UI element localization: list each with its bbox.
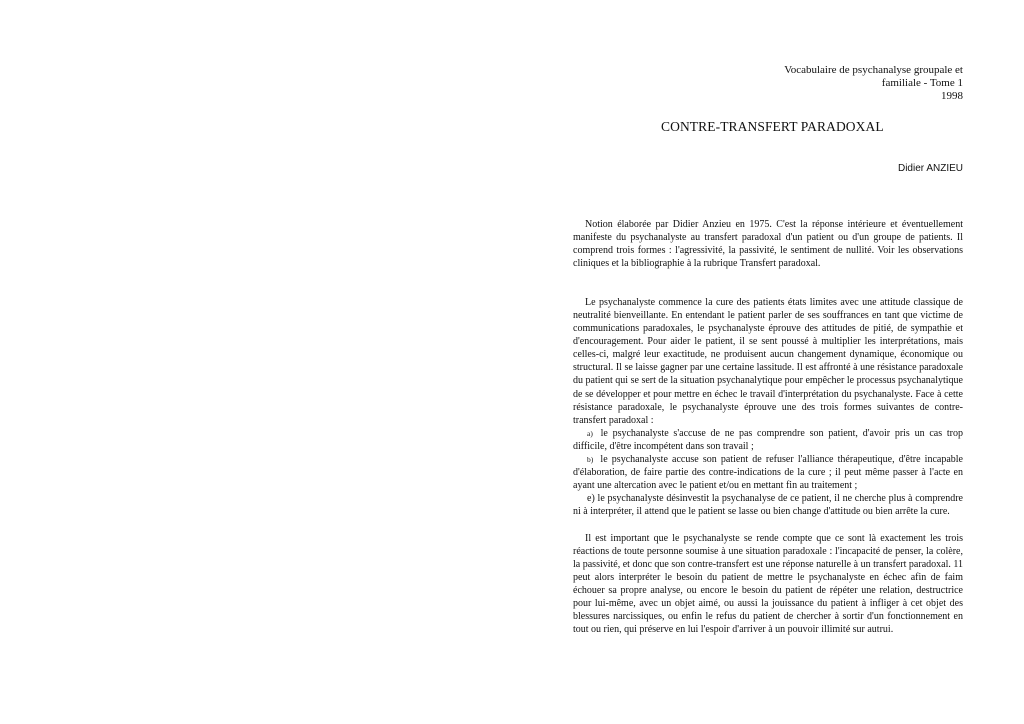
list-item <box>573 427 963 453</box>
list-marker: a) <box>587 428 593 438</box>
author-name: Didier ANZIEU <box>897 163 963 174</box>
main-paragraph: Le psychanalyste commence la cure des patients états limites avec une attitude classique de neutralité bienveillante. En entendant le patient parler de ses souffrances en tant que victime de communications paradoxales, le psychanalyste éprouve des attitudes de pitié, de sympathie et d'encouragement. Pour aider le patient, il se sent poussé à multiplier les interprétations, mais celles-ci, malgré leur exactitude, ne produisent aucun changement dynamique, économique ou structural. Il se laisse gagner par une certaine lassitude. Il est affronté à une résistance paradoxale du patient qui se sert de la situation psychanalytique pour empêcher le processus psychanalytique de se développer et pour mettre en échec le travail d'interprétation du psychanalyste. Face à cette résistance paradoxale, le psychanalyste éprouve une des trois formes suivantes de contre-transfert paradoxal : <box>573 297 963 426</box>
list-item-text: le psychanalyste accuse son patient de refuser l'alliance thérapeutique, d'être incapable d'élaboration, de faire partie des contre-indications de la cure ; il peut même passer à l'acte en ayant une altercation avec le patient et/ou en mettant fin au traitement ; <box>573 453 963 491</box>
list-item <box>573 453 963 492</box>
list-item <box>573 492 963 518</box>
article-title: CONTRE-TRANSFERT PARADOXAL <box>661 119 884 134</box>
source-line: Vocabulaire de psychanalyse groupale et <box>784 64 963 76</box>
intro-paragraph: Notion élaborée par Didier Anzieu en 1975. C'est la réponse intérieure et éventuellement manifeste du psychanalyste au transfert paradoxal d'un patient ou d'un groupe de patients. Il comprend trois formes : l'agressivité, la passivité, le sentiment de nullité. Voir les observations cliniques et la bibliographie à la rubrique Transfert paradoxal. <box>573 219 963 270</box>
source-reference <box>723 64 963 103</box>
list-marker: e) <box>587 492 595 504</box>
list-marker: b) <box>587 454 594 464</box>
source-year: 1998 <box>941 90 963 102</box>
list-item-text: le psychanalyste s'accuse de ne pas comprendre son patient, d'avoir pris un cas trop difficile, d'être incompétent dans son travail ; <box>573 427 963 452</box>
article-body <box>573 218 963 636</box>
list-item-text: le psychanalyste désinvestit la psychanalyse de ce patient, il ne cherche plus à comprendre ni à interpréter, il attend que le patient se lasse ou bien change d'attitude ou bien arrête la cure. <box>573 492 963 517</box>
source-line: familiale - Tome 1 <box>881 77 963 89</box>
conclusion-paragraph: Il est important que le psychanalyste se rende compte que ce sont là exactement les trois réactions de toute personne soumise à une situation paradoxale : l'incapacité de penser, la colère, la passivité, et donc que son contre-transfert est une réponse naturelle à un transfert paradoxal. 11 peut alors interpréter le besoin du patient de mettre le psychanalyste en échec afin de faim échouer sa propre analyse, ou encore le besoin du patient de répéter une relation, destructrice pour lui-même, avec un objet aimé, ou aussi la jouissance du patient à infliger à cet objet des blessures narcissiques, ou enfin le refus du patient de chercher à sortir d'un fonctionnement en tout ou rien, qui préserve en lui l'espoir d'arriver à un pouvoir illimité sur autrui. <box>573 532 963 636</box>
